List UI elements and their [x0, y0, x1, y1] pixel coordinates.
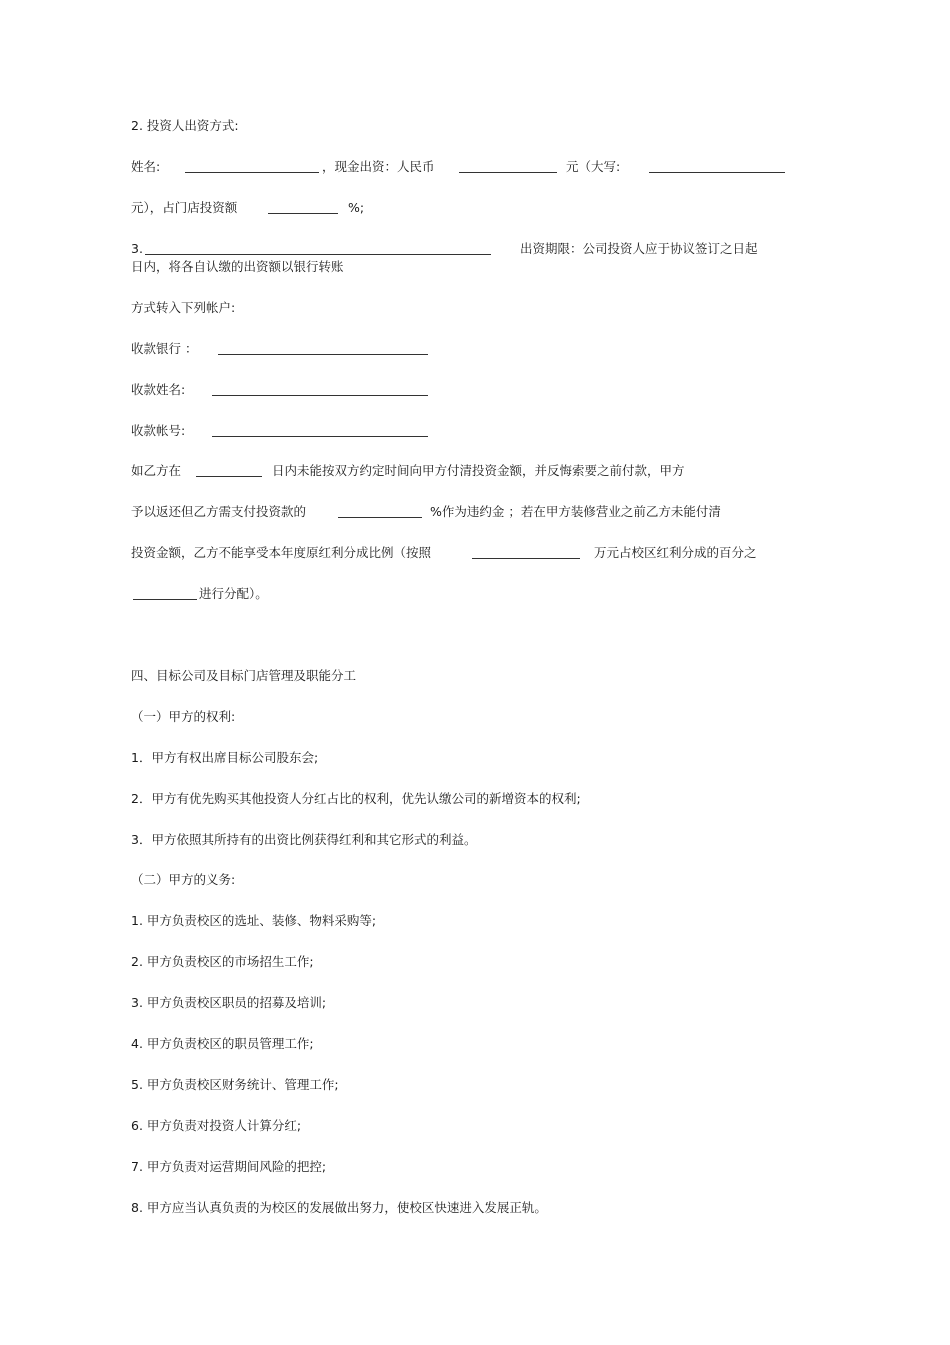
penalty-percent-blank[interactable]: [338, 505, 422, 518]
item3-line2: 日内，将各自认缴的出资额以银行转账: [131, 259, 344, 274]
duties-item: 5. 甲方负责校区财务统计、管理工作;: [131, 1077, 339, 1092]
penalty-2a: 予以返还但乙方需支付投资款的: [131, 504, 307, 519]
account-name-label: 收款姓名:: [131, 382, 186, 397]
item3-blank[interactable]: [145, 242, 491, 255]
duties-item: 4. 甲方负责校区的职员管理工作;: [131, 1036, 314, 1051]
item3-prefix: 3.: [131, 241, 143, 256]
duties-item: 1. 甲方负责校区的选址、装修、物料采购等;: [131, 913, 377, 928]
investment-heading: 2. 投资人出资方式:: [131, 118, 239, 133]
name-label: 姓名:: [131, 159, 161, 174]
penalty-4: 进行分配）。: [199, 586, 268, 601]
name-blank[interactable]: [185, 160, 319, 173]
duties-item: 7. 甲方负责对运营期间风险的把控;: [131, 1159, 327, 1174]
transfer-line: 方式转入下列帐户:: [131, 300, 236, 315]
penalty-2b: %作为违约金 ；若在甲方装修营业之前乙方未能付清: [430, 504, 721, 519]
account-name-blank[interactable]: [212, 383, 428, 396]
percent-label: %;: [348, 200, 365, 215]
percent-blank[interactable]: [268, 201, 338, 214]
rights-title: （一）甲方的权利:: [131, 709, 236, 724]
rights-item: 1．甲方有权出席目标公司股东会;: [131, 750, 319, 765]
duties-item: 2. 甲方负责校区的市场招生工作;: [131, 954, 314, 969]
penalty-3b: 万元占校区红利分成的百分之: [594, 545, 757, 560]
cash-amount-blank[interactable]: [459, 160, 557, 173]
account-no-label: 收款帐号:: [131, 423, 186, 438]
cash-label: ，现金出资：人民币: [322, 159, 435, 174]
rights-item: 3．甲方依照其所持有的出资比例获得红利和其它形式的利益。: [131, 832, 477, 847]
amount-words-blank[interactable]: [649, 160, 785, 173]
bank-blank[interactable]: [218, 342, 428, 355]
days-blank[interactable]: [196, 464, 262, 477]
duties-item: 8. 甲方应当认真负责的为校区的发展做出努力，使校区快速进入发展正轨。: [131, 1200, 547, 1215]
duties-item: 3. 甲方负责校区职员的招募及培训;: [131, 995, 327, 1010]
yuan-close: 元），占门店投资额: [131, 200, 238, 215]
bank-label: 收款银行 ：: [131, 341, 198, 356]
duties-title: （二）甲方的义务:: [131, 872, 236, 887]
wan-yuan-blank[interactable]: [472, 546, 580, 559]
item3-suffix: 出资期限：公司投资人应于协议签订之日起: [520, 241, 758, 256]
yuan-label: 元（大写:: [566, 159, 621, 174]
share-percent-blank[interactable]: [133, 587, 197, 600]
account-no-blank[interactable]: [212, 424, 428, 437]
section4-title: 四、目标公司及目标门店管理及职能分工: [131, 668, 357, 683]
penalty-1b: 日内未能按双方约定时间向甲方付清投资金额，并反悔索要之前付款，甲方: [272, 463, 685, 478]
rights-item: 2．甲方有优先购买其他投资人分红占比的权利，优先认缴公司的新增资本的权利;: [131, 791, 581, 806]
penalty-3a: 投资金额，乙方不能享受本年度原红利分成比例（按照: [131, 545, 432, 560]
duties-item: 6. 甲方负责对投资人计算分红;: [131, 1118, 302, 1133]
penalty-1a: 如乙方在: [131, 463, 182, 478]
